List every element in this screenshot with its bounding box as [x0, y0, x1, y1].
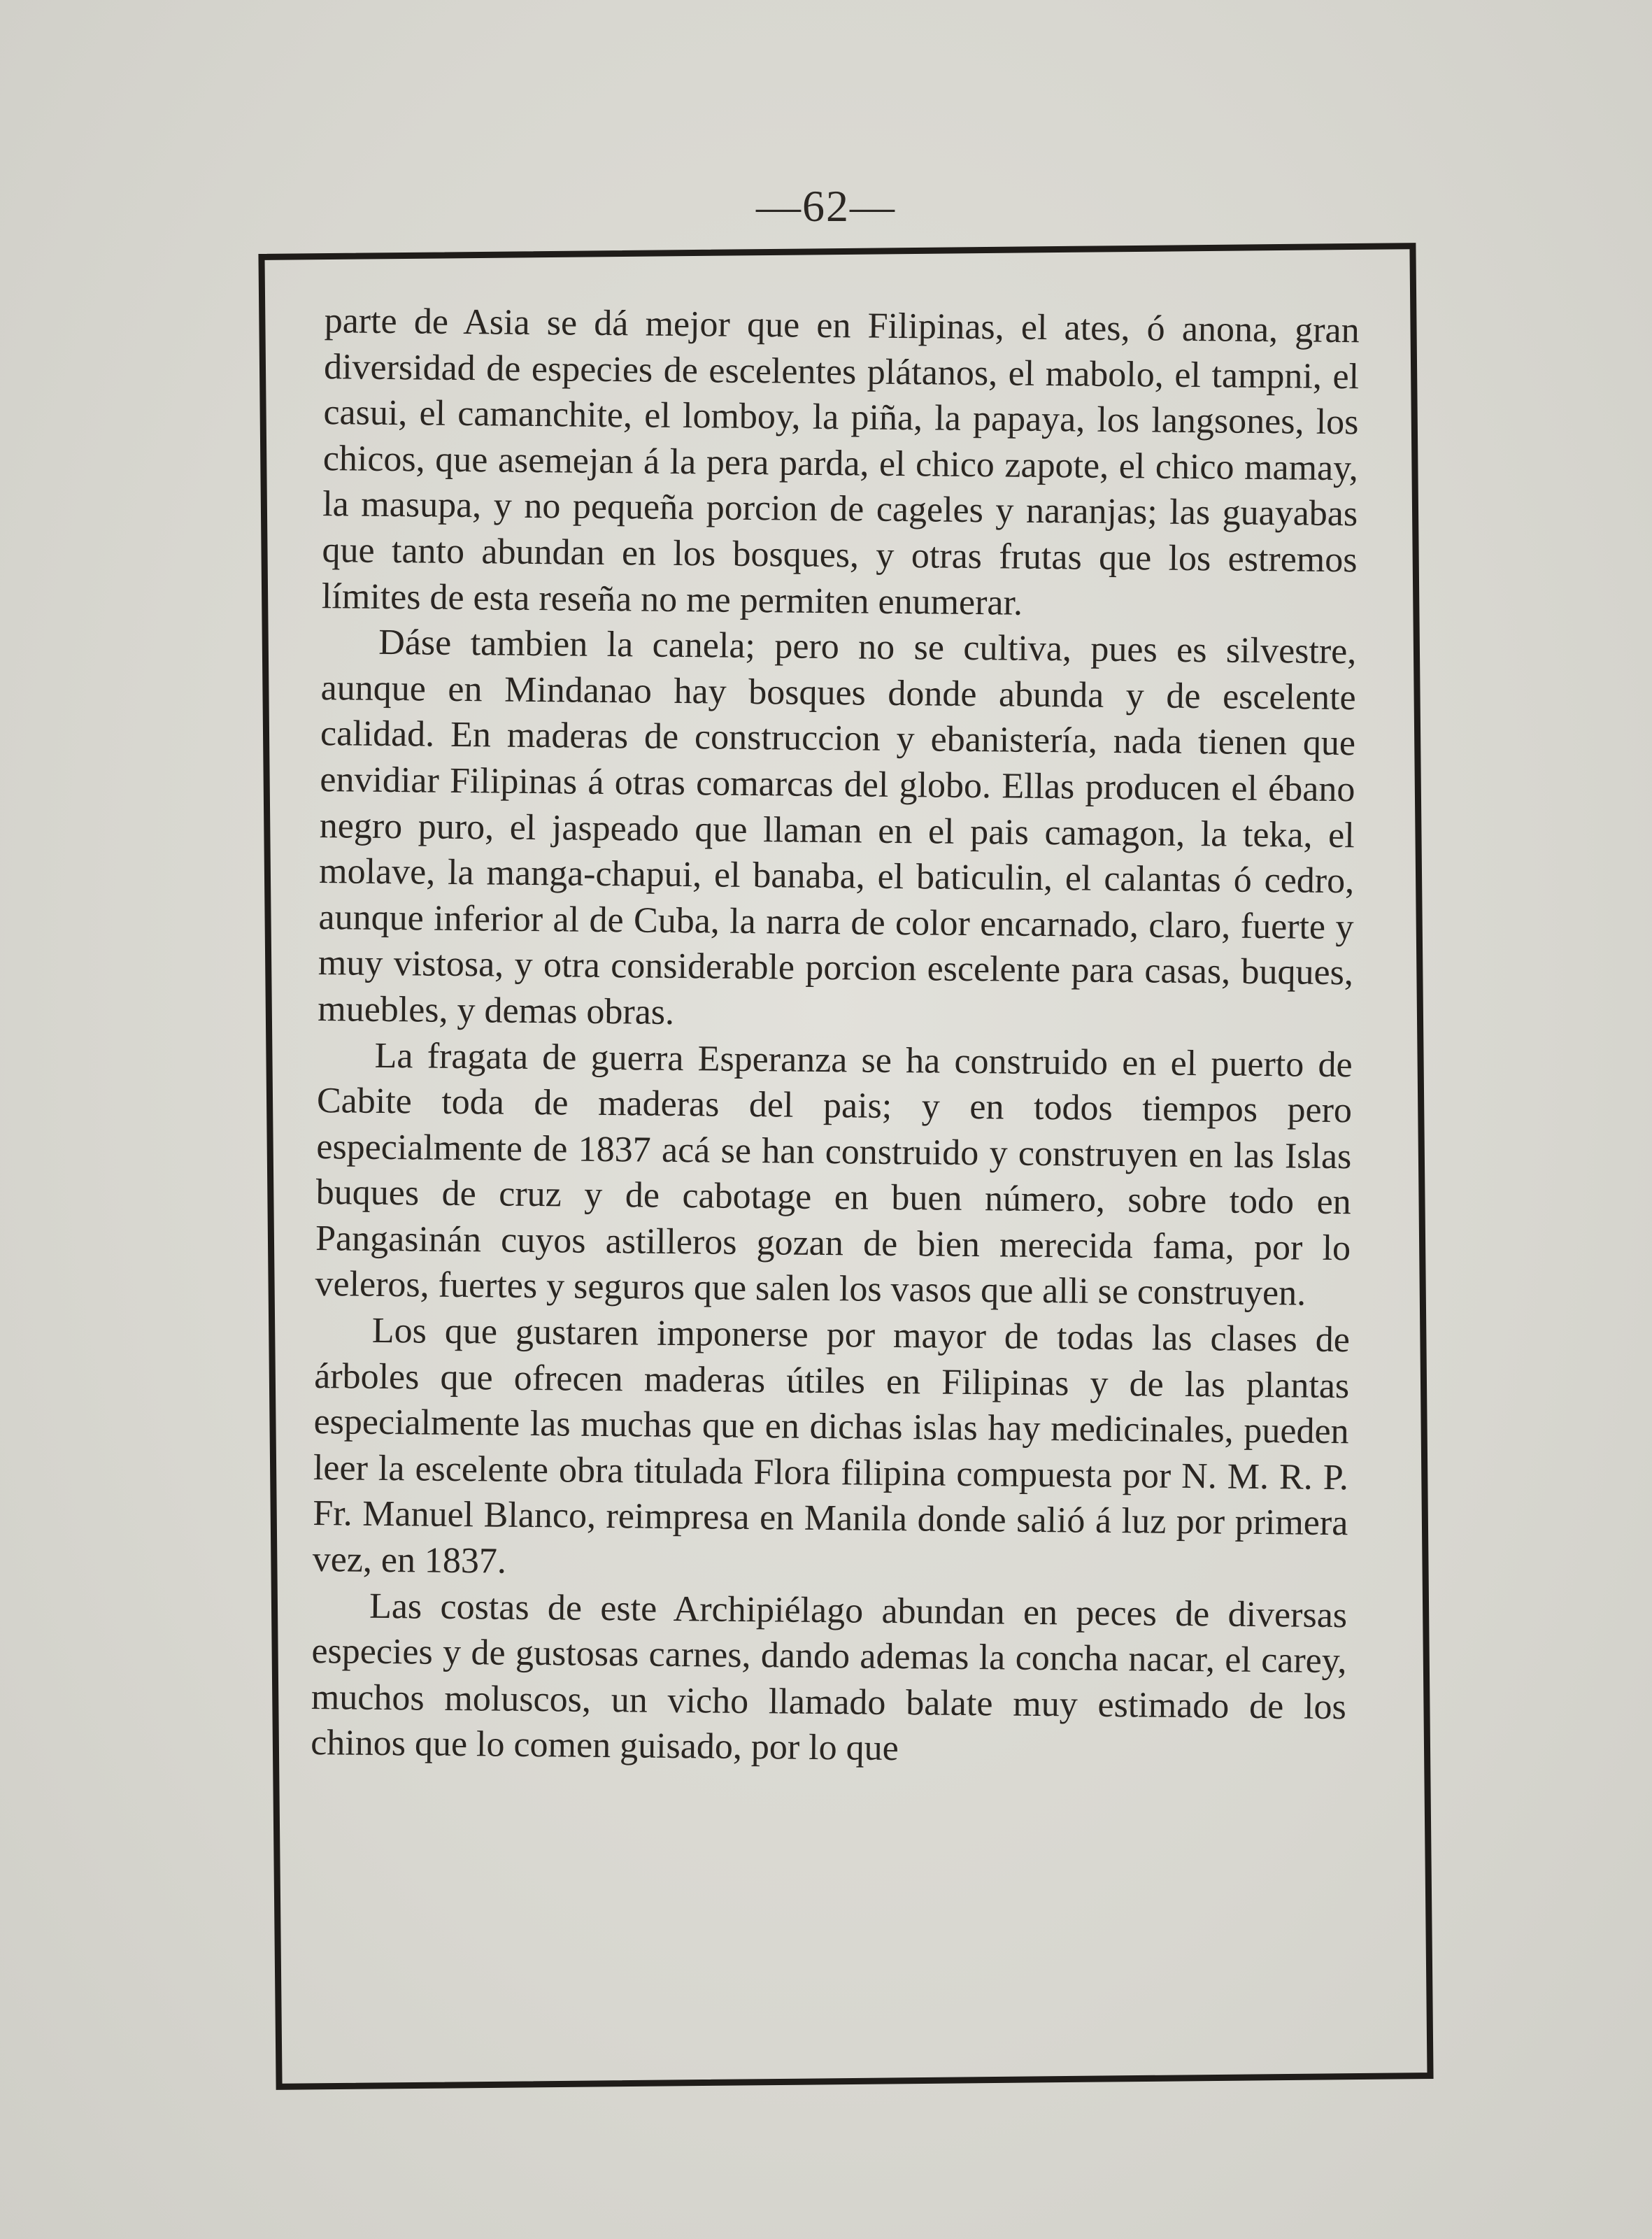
paragraph-costas-peces: Las costas de este Archipiélago abundan en peces de diversas especies y de gustosas carnes, dando ademas la concha nacar, el carey, muchos moluscos, un vicho llamado balate muy estimado de los chinos que lo comen guisado, por lo que: [310, 1586, 1348, 1769]
paragraph-flora-filipina: Los que gustaren imponerse por mayor de todas las clases de árboles que ofrecen maderas útiles en Filipinas y de las plantas especialmente las muchas que en dichas islas hay medicinales, pueden leer la escelente obra titulada Flora filipina compuesta por N. M. R. P. Fr. Manuel Blanco, reimpresa en Manila donde salió á luz por primera vez, en 1837.: [312, 1310, 1351, 1581]
body-text: [311, 298, 1360, 1776]
paragraph-canela-maderas: Dáse tambien la canela; pero no se cultiva, pues es silvestre, aunque en Mindanao hay bosques donde abunda y de escelente calidad. En maderas de construccion y ebanistería, nada tienen que envidiar Filipinas á otras comarcas del globo. Ellas producen el ébano negro puro, el jaspeado que llaman en el pais camagon, la teka, el molave, la manga-chapui, el banaba, el baticulin, el calantas ó cedro, aunque inferior al de Cuba, la narra de color encarnado, claro, fuerte y muy vistosa, y otra considerable porcion escelente para casas, buques, muebles, y demas obras.: [318, 623, 1357, 1032]
page-number: —62—: [756, 181, 896, 231]
paragraph-continuation: parte de Asia se dá mejor que en Filipinas, el ates, ó anona, gran diversidad de especies de escelentes plátanos, el mabolo, el tampni, el casui, el camanchite, el lomboy, la piña, la papaya, los langsones, los chicos, que asemejan á la pera parda, el chico zapote, el chico mamay, la masupa, y no pequeña porcion de cageles y naranjas; las guayabas que tanto abundan en los bosques, y otras frutas que los estremos límites de esta reseña no me permiten enumerar.: [321, 301, 1360, 623]
text-frame-border: [258, 243, 1433, 2090]
paragraph-fragata-esperanza: La fragata de guerra Esperanza se ha construido en el puerto de Cabite toda de maderas del pais; y en todos tiempos pero especialmente de 1837 acá se han construido y construyen en las Islas buques de cruz y de cabotage en buen número, sobre todo en Pangasinán cuyos astilleros gozan de bien merecida fama, por lo veleros, fuertes y seguros que salen los vasos que alli se construyen.: [315, 1035, 1353, 1314]
